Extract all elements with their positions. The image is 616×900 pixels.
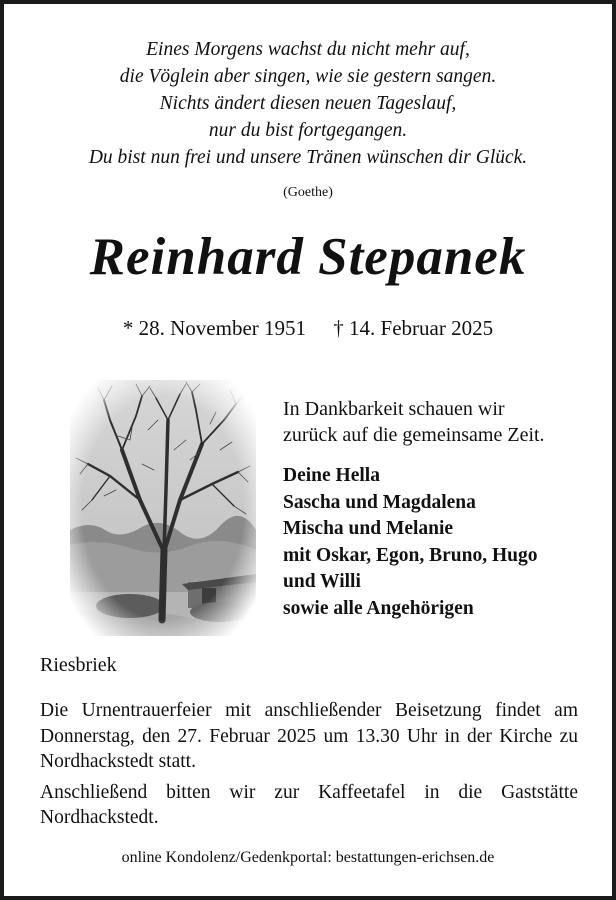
- deceased-name: Reinhard Stepanek: [89, 228, 527, 286]
- place-name: Riesbriek: [40, 654, 117, 676]
- family-line: Deine Hella: [283, 465, 380, 486]
- family-line: Sascha und Magdalena: [283, 491, 476, 513]
- funeral-details: [40, 698, 578, 836]
- family-line: Mischa und Melanie: [283, 518, 454, 539]
- poem: [24, 36, 592, 171]
- poem-line: Du bist nun frei und unsere Tränen wünschen dir Glück.: [88, 147, 528, 168]
- family-list: [283, 463, 537, 622]
- birth-date: * 28. November 1951: [122, 316, 307, 340]
- family-line: sowie alle Angehörigen: [283, 597, 474, 619]
- poem-line: Nichts ändert diesen neuen Tageslauf,: [159, 93, 457, 114]
- poem-author: (Goethe): [283, 185, 333, 200]
- funeral-paragraph: Die Urnentrauerfeier mit anschließender Beisetzung findet am Donnerstag, den 27. Februar 2025 um 13.30 Uhr in der Kirche zu Nordhackstedt statt.: [40, 700, 578, 772]
- gratitude-text: [283, 396, 545, 448]
- poem-line: Eines Morgens wachst du nicht mehr auf,: [146, 39, 470, 60]
- tree-photo-icon: [70, 380, 256, 636]
- poem-line: nur du bist fortgegangen.: [208, 120, 408, 141]
- condolence-portal: online Kondolenz/Gedenkportal: bestattungen-erichsen.de: [121, 849, 495, 866]
- family-line: mit Oskar, Egon, Bruno, Hugo: [283, 544, 538, 566]
- reception-paragraph: Anschließend bitten wir zur Kaffeetafel in die Gaststätte Nordhackstedt.: [40, 781, 578, 828]
- gratitude-line: In Dankbarkeit schauen wir: [283, 398, 505, 420]
- family-line: und Willi: [283, 571, 361, 592]
- life-dates: [4, 316, 612, 341]
- death-date: † 14. Februar 2025: [333, 316, 494, 340]
- gratitude-line: zurück auf die gemeinsame Zeit.: [283, 424, 545, 446]
- poem-line: die Vöglein aber singen, wie sie gestern sangen.: [119, 66, 497, 87]
